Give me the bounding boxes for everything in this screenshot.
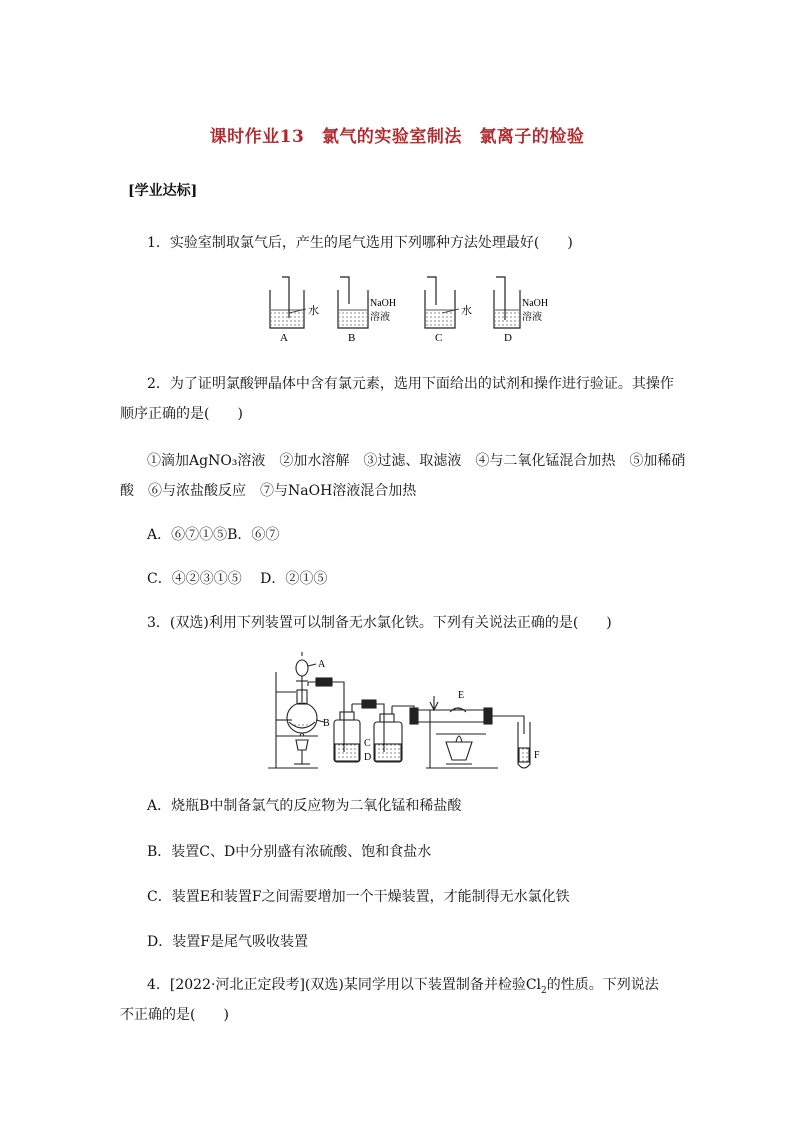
q4-stem-text: 4．[2022·河北正定段考](双选)某同学用以下装置制备并检验Cl (147, 977, 542, 993)
beaker-c (425, 277, 459, 328)
label-solution-b: 溶液 (370, 312, 390, 323)
q2-options-cd: C．④②③①⑤ D．②①⑤ (147, 571, 328, 587)
label-a: A (280, 332, 288, 344)
beaker-b (338, 277, 368, 328)
beaker-d (494, 277, 520, 328)
section-heading: [学业达标] (128, 183, 198, 199)
label-b: B (348, 332, 356, 344)
q4-stem-text-end: 的性质。下列说法 (546, 977, 659, 993)
q3-option-a: A．烧瓶B中制备氯气的反应物为二氧化锰和稀盐酸 (147, 798, 462, 814)
label-d: D (364, 752, 372, 763)
q1-stem: 1．实验室制取氯气后，产生的尾气选用下列哪种方法处理最好( ) (147, 235, 573, 251)
q4-stem-line1 (147, 974, 659, 996)
label-b: B (323, 718, 330, 729)
label-d: D (504, 332, 512, 344)
label-c: C (364, 738, 371, 749)
q3-option-b: B．装置C、D中分别盛有浓硫酸、饱和食盐水 (147, 844, 432, 860)
q3-option-c: C．装置E和装置F之间需要增加一个干燥装置，才能制得无水氯化铁 (147, 889, 570, 905)
label-a: A (318, 659, 326, 670)
q2-options-ab: A．⑥⑦①⑤B．⑥⑦ (147, 527, 280, 543)
label-e: E (458, 690, 465, 701)
label-c: C (435, 332, 443, 344)
q2-operations-line2: 酸 ⑥与浓盐酸反应 ⑦与NaOH溶液混合加热 (120, 483, 417, 499)
label-f: F (534, 750, 540, 761)
label-naoh-b: NaOH (370, 298, 397, 309)
page-title: 课时作业13 氯气的实验室制法 氯离子的检验 (209, 127, 585, 147)
label-solution-d: 溶液 (522, 312, 542, 323)
q3-apparatus-figure (266, 652, 556, 774)
label-naoh-d: NaOH (522, 298, 549, 309)
q2-stem-line2: 顺序正确的是( ) (120, 406, 243, 422)
q2-stem-line1: 2．为了证明氯酸钾晶体中含有氯元素，选用下面给出的试剂和操作进行验证。其操作 (147, 376, 674, 392)
beaker-a (270, 277, 306, 328)
q3-stem: 3．(双选)利用下列装置可以制备无水氯化铁。下列有关说法正确的是( ) (147, 615, 612, 631)
q1-figure (262, 272, 562, 346)
label-water-c: 水 (461, 305, 472, 317)
q2-operations-line1: ①滴加AgNO₃溶液 ②加水溶解 ③过滤、取滤液 ④与二氧化锰混合加热 ⑤加稀硝 (147, 453, 686, 469)
q4-stem-line2: 不正确的是( ) (120, 1007, 229, 1023)
q4-subscript: 2 (541, 985, 547, 996)
q3-option-d: D．装置F是尾气吸收装置 (147, 934, 308, 950)
label-water-a: 水 (308, 305, 319, 317)
